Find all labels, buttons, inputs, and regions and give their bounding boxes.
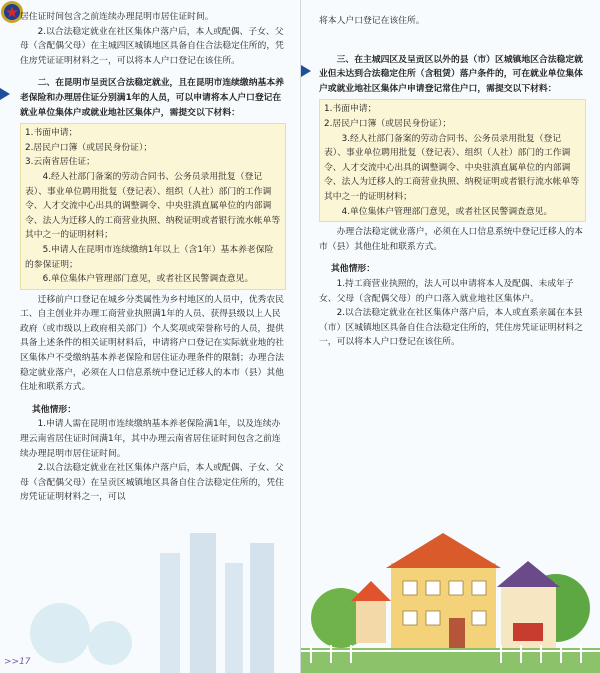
material-item: 3.经人社部门备案的劳动合同书、公务员录用批复（登记表）、事业单位聘用批复（登记表）、组织（人社）部门的工作调令、人才交流中心出具的调整调令、中央驻滇直属单位的内部调令、法人为迁移人的工商营业执照、纳税证明或者银行流水帐单等其中之一的证明材料； <box>324 133 580 202</box>
section-heading-3: 三、在主城四区及呈贡区以外的县（市）区城镇地区合法稳定就业但未达到合法稳定住所（含租赁）落户条件的，可在就业单位集体户或就业地社区集体户申请登记常住户口，需提交以下材料： <box>319 54 583 94</box>
other-case-item: 1.申请人需在昆明市连续缴纳基本养老保险满1年，以及连续办理云南省居住证时间满1年，其中办理云南省居住证时间包含之前连续办理昆明市居住证时间。 <box>20 419 281 459</box>
section-marker-icon <box>0 88 10 100</box>
material-item: 1.书面申请； <box>324 104 377 115</box>
materials-box <box>319 99 586 222</box>
right-page-content <box>319 16 586 350</box>
section-marker-icon <box>301 65 311 77</box>
city-silhouette-decoration <box>0 513 300 673</box>
body-paragraph: 迁移前户口登记在城乡分类属性为乡村地区的人员中，优秀农民工、自主创业并办理工商营业执照满1年的人员、获得县级以上人民政府（或市级以上政府相关部门）个人奖项或荣誉称号的人员，提供具备上述条件的相关证明材料后，申请将户口登记在实际就业地的社区集体户不受缴纳基本养老保险和居住证办理条件的限制；办理合法稳定就业落户，必须在人口信息系统中登记迁移人的本市（县）其他住址和联系方式。 <box>20 294 284 393</box>
other-cases-title: 其他情形： <box>32 404 76 415</box>
material-item: 2.居民户口簿（或居民身份证）； <box>324 118 452 129</box>
other-case-item: 2.以合法稳定就业在社区集体户落户后，本人或配偶、子女、父母（含配偶父母）在呈贡区城镇地区具备自住合法稳定住所的，凭住房凭证证明材料之一，可以 <box>20 463 284 503</box>
page-number: >>17 <box>4 657 31 667</box>
other-case-item: 2.以合法稳定就业在社区集体户落户后，本人或直系亲属在本县（市）区城镇地区具备自住合法稳定住所的，凭住房凭证证明材料之一，可以将本人户口登记在该住所。 <box>319 308 583 348</box>
body-paragraph: 办理合法稳定就业落户，必须在人口信息系统中登记迁移人的本市（县）其他住址和联系方式。 <box>319 227 583 252</box>
left-top-line-2: 2.以合法稳定就业在社区集体户落户后，本人或配偶、子女、父母（含配偶父母）在主城四区城镇地区具备自住合法稳定住所的，凭住房凭证证明材料之一，可以将本人户口登记在该住所。 <box>20 26 284 66</box>
material-item: 1.书面申请； <box>25 128 78 139</box>
section-heading-2: 二、在昆明市呈贡区合法稳定就业，且在昆明市连续缴纳基本养老保险和办理居住证分别满1年的人员，可以申请将本人户口登记在就业单位集体户或就业地社区集体户，需提交以下材料： <box>20 78 284 118</box>
material-item: 6.单位集体户管理部门意见，或者社区民警调查意见。 <box>42 274 254 285</box>
left-top-line-1: 居住证时间包含之前连续办理昆明市居住证时间。 <box>20 12 214 22</box>
houses-illustration <box>301 523 600 673</box>
material-item: 4.经人社部门备案的劳动合同书、公务员录用批复（登记表）、事业单位聘用批复（登记表）、组织（人社）部门的工作调令、人才交流中心出具的调整调令、中央驻滇直属单位的内部调令、法人为迁移人的工商营业执照、纳税证明或者银行流水帐单等其中之一的证明材料； <box>25 171 281 241</box>
other-cases-title: 其他情形： <box>331 264 375 275</box>
material-item: 5.申请人在昆明市连续缴纳1年以上（含1年）基本养老保险的参保证明； <box>25 244 274 270</box>
right-top-line: 将本人户口登记在该住所。 <box>319 16 425 26</box>
other-case-item: 1.持工商营业执照的，法人可以申请将本人及配偶、未成年子女、父母（含配偶父母）的户口落入就业地社区集体户。 <box>319 278 574 304</box>
materials-box <box>20 123 286 290</box>
right-page <box>301 0 600 673</box>
material-item: 2.居民户口簿（或居民身份证）； <box>25 142 153 153</box>
material-item: 4.单位集体户管理部门意见，或者社区民警调查意见。 <box>341 206 553 217</box>
material-item: 3.云南省居住证； <box>25 157 95 168</box>
left-page-content <box>20 10 286 505</box>
